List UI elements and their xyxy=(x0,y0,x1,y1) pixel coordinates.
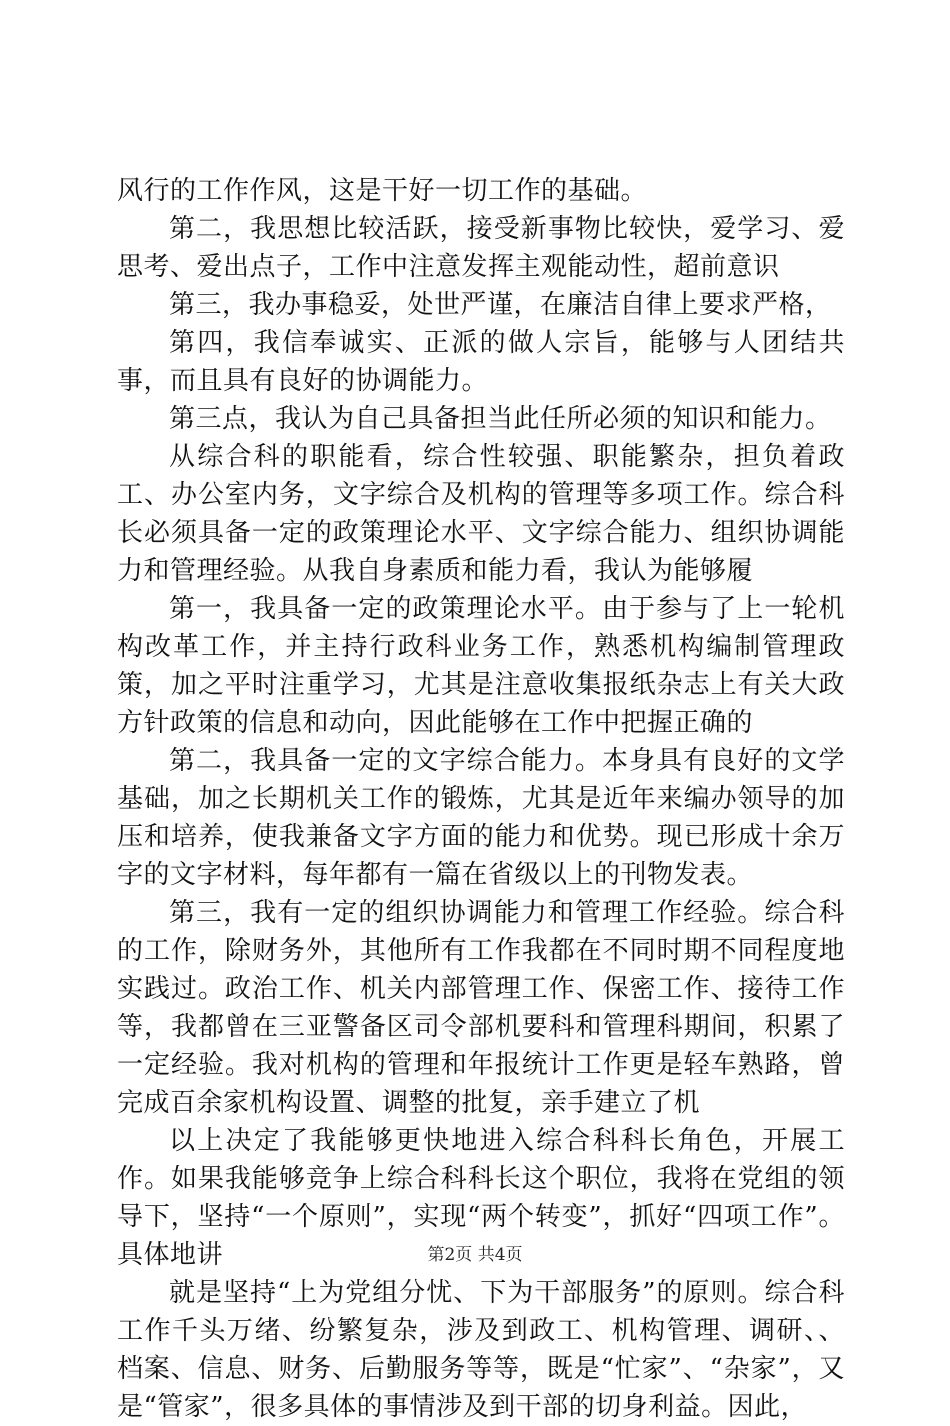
paragraph: 从综合科的职能看，综合性较强、职能繁杂，担负着政工、办公室内务，文字综合及机构的管理等多项工作。综合科长必须具备一定的政策理论水平、文字综合能力、组织协调能力和管理经验。从我自身素质和能力看，我认为能够履 xyxy=(117,442,845,586)
paragraph: 风行的工作作风，这是干好一切工作的基础。 xyxy=(117,176,648,206)
body-text xyxy=(117,172,845,1426)
paragraph: 第一，我具备一定的政策理论水平。由于参与了上一轮机构改革工作，并主持行政科业务工作，熟悉机构编制管理政策，加之平时注重学习，尤其是注意收集报纸杂志上有关大政方针政策的信息和动向，因此能够在工作中把握正确的 xyxy=(117,594,845,738)
paragraph: 第四，我信奉诚实、正派的做人宗旨，能够与人团结共事，而且具有良好的协调能力。 xyxy=(117,328,845,396)
paragraph: 第三，我办事稳妥，处世严谨，在廉洁自律上要求严格， xyxy=(169,290,832,320)
paragraph: 第二，我具备一定的文字综合能力。本身具有良好的文学基础，加之长期机关工作的锻炼，尤其是近年来编办领导的加压和培养，使我兼备文字方面的能力和优势。现已形成十余万字的文字材料，每年都有一篇在省级以上的刊物发表。 xyxy=(117,746,845,890)
paragraph: 第三，我有一定的组织协调能力和管理工作经验。综合科的工作，除财务外，其他所有工作我都在不同时期不同程度地实践过。政治工作、机关内部管理工作、保密工作、接待工作等，我都曾在三亚警备区司令部机要科和管理科期间，积累了一定经验。我对机构的管理和年报统计工作更是轻车熟路，曾完成百余家机构设置、调整的批复，亲手建立了机 xyxy=(117,898,845,1118)
paragraph: 以上决定了我能够更快地进入综合科科长角色，开展工作。如果我能够竞争上综合科科长这个职位，我将在党组的领导下，坚持“一个原则”，实现“两个转变”，抓好“四项工作”。具体地讲 xyxy=(117,1126,845,1270)
page-number-footer: 第2页 共4页 xyxy=(427,1245,523,1265)
paragraph: 第三点，我认为自己具备担当此任所必须的知识和能力。 xyxy=(169,404,832,434)
paragraph: 第二，我思想比较活跃，接受新事物比较快，爱学习、爱思考、爱出点子，工作中注意发挥主观能动性，超前意识 xyxy=(117,214,845,282)
paragraph: 就是坚持“上为党组分忧、下为干部服务”的原则。综合科工作千头万绪、纷繁复杂，涉及到政工、机构管理、调研、、档案、信息、财务、后勤服务等等，既是“忙家”、“杂家”，又是“管家”，很多具体的事情涉及到干部的切身利益。因此， xyxy=(117,1278,845,1422)
